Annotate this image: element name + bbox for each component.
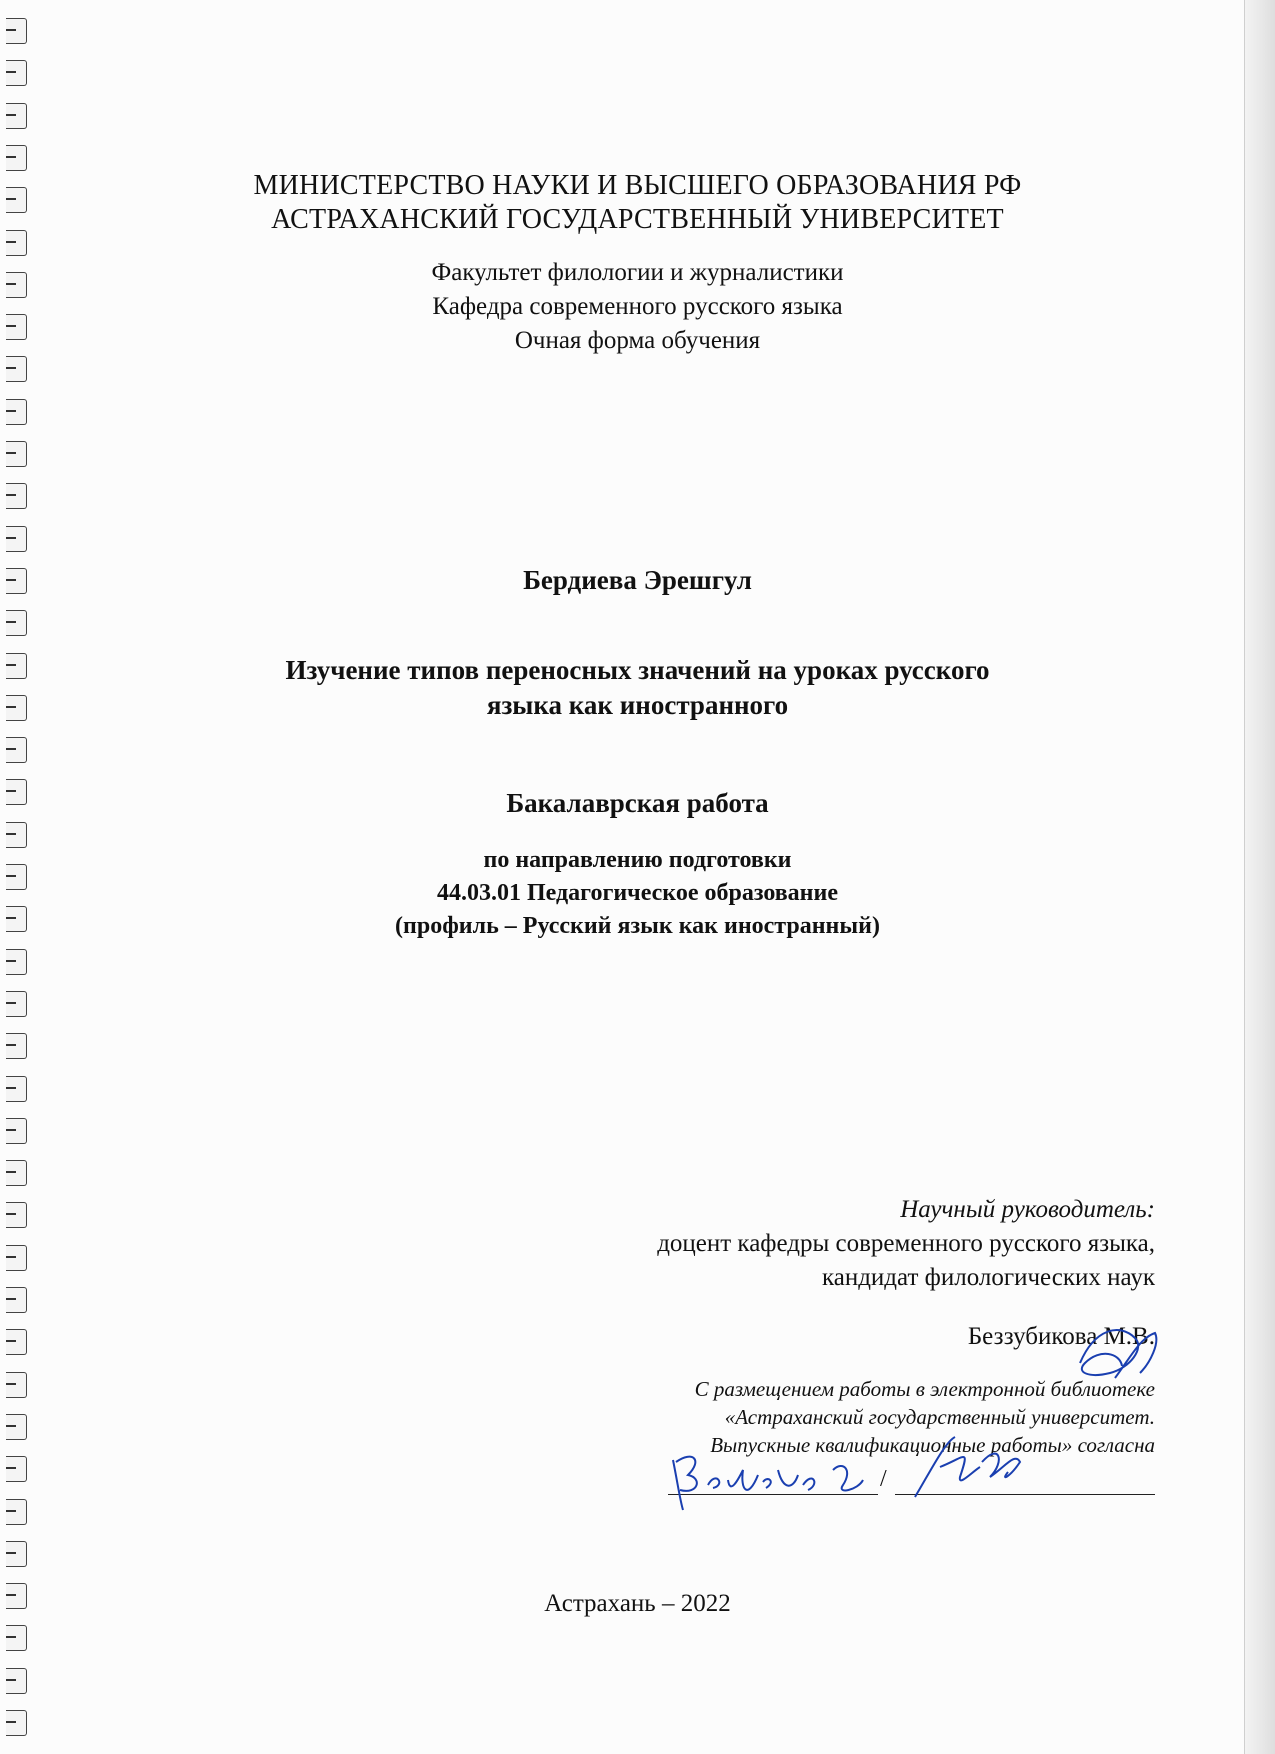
binding-hole	[6, 103, 27, 129]
supervisor-label: Научный руководитель:	[900, 1196, 1155, 1223]
binding-hole	[6, 991, 27, 1017]
binding-hole	[6, 1372, 27, 1398]
binding-hole	[6, 1499, 27, 1525]
binding-hole	[6, 526, 27, 552]
binding-hole	[6, 1668, 27, 1694]
binding-hole	[6, 1625, 27, 1651]
consent-line-1: С размещением работы в электронной библиотеке	[694, 1377, 1155, 1401]
signature-separator: /	[880, 1466, 887, 1492]
author-name: Бердиева Эрешгул	[523, 565, 752, 595]
supervisor-position: доцент кафедры современного русского языка,	[657, 1230, 1155, 1257]
supervisor-degree: кандидат филологических наук	[821, 1264, 1155, 1291]
consent-line-3: Выпускные квалификационные работы» согласна	[710, 1433, 1155, 1457]
work-type: Бакалаврская работа	[506, 788, 769, 818]
binding-hole	[6, 1456, 27, 1482]
department-name: Кафедра современного русского языка	[432, 293, 843, 320]
binding-hole	[6, 822, 27, 848]
university-heading: АСТРАХАНСКИЙ ГОСУДАРСТВЕННЫЙ УНИВЕРСИТЕТ	[271, 204, 1004, 235]
binding-hole	[6, 60, 27, 86]
binding-hole	[6, 356, 27, 382]
binding-hole	[6, 18, 27, 44]
direction-line-3: (профиль – Русский язык как иностранный)	[395, 913, 880, 939]
binding-hole	[6, 1033, 27, 1059]
binding-hole	[6, 399, 27, 425]
direction-line-2: 44.03.01 Педагогическое образование	[437, 880, 838, 906]
binding-hole	[6, 1160, 27, 1186]
thesis-title-line-2: языка как иностранного	[486, 690, 789, 720]
binding-hole	[6, 441, 27, 467]
faculty-name: Факультет филологии и журналистики	[431, 259, 844, 286]
binding-hole	[6, 610, 27, 636]
binding-hole	[6, 1245, 27, 1271]
binding-hole	[6, 1541, 27, 1567]
binding-hole	[6, 1076, 27, 1102]
supervisor-consent-signature	[910, 1432, 1040, 1512]
binding-hole	[6, 1329, 27, 1355]
binding-hole	[6, 145, 27, 171]
binding-hole	[6, 483, 27, 509]
binding-hole	[6, 737, 27, 763]
study-form: Очная форма обучения	[514, 327, 761, 354]
binding-hole	[6, 1202, 27, 1228]
consent-line-2: «Астраханский государственный университет.	[724, 1405, 1155, 1429]
binding-hole	[6, 1414, 27, 1440]
binding-hole	[6, 949, 27, 975]
supervisor-name: Беззубикова М.В.	[967, 1323, 1155, 1350]
binding-hole	[6, 1710, 27, 1736]
student-signature	[668, 1440, 883, 1520]
binding-hole	[6, 1118, 27, 1144]
direction-line-1: по направлению подготовки	[483, 847, 792, 873]
ministry-heading: МИНИСТЕРСТВО НАУКИ И ВЫСШЕГО ОБРАЗОВАНИЯ РФ	[253, 170, 1022, 201]
binding-hole	[6, 1287, 27, 1313]
thesis-title-line-1: Изучение типов переносных значений на уроках русского	[285, 655, 990, 685]
city-year: Астрахань – 2022	[544, 1590, 731, 1617]
